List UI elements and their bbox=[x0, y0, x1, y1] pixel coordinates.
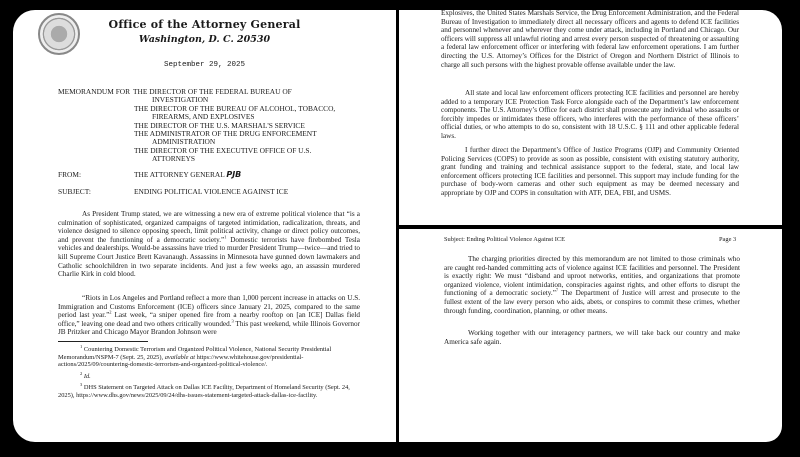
office-address: Washington, D. C. 20530 bbox=[138, 34, 271, 45]
footnote-num: 2 bbox=[80, 370, 83, 376]
signature-initials: PJB bbox=[226, 170, 242, 179]
recipient-5-cont: ATTORNEYS bbox=[152, 154, 195, 163]
memo-page-3 bbox=[399, 229, 782, 442]
footnote-link: https://www.whitehouse.gov/presidential-actions/2025/09/countering-domestic-terrorism-and-organized-political-violence/. bbox=[58, 353, 304, 369]
from-value bbox=[134, 170, 241, 179]
from-label: FROM: bbox=[58, 170, 82, 179]
footnote-2 bbox=[58, 370, 360, 381]
footnote-num: 1 bbox=[80, 343, 83, 349]
subject-value: ENDING POLITICAL VIOLENCE AGAINST ICE bbox=[134, 187, 289, 196]
footnote-num: 3 bbox=[80, 382, 83, 388]
body-paragraph-2 bbox=[58, 294, 360, 337]
footnote-ref: 1 bbox=[224, 234, 227, 240]
memo-for-label: MEMORANDUM FOR bbox=[58, 87, 131, 96]
para2-text-cont: Last week, “a sniper opened fire from a nearby rooftop on [an ICE] Dallas field office,” leaving one dead and two others critically wounded. bbox=[58, 311, 360, 328]
memo-page-2 bbox=[399, 10, 782, 225]
recipient-3: THE DIRECTOR OF THE U.S. MARSHAL'S SERVICE bbox=[134, 121, 305, 130]
running-header-subject: Subject: Ending Political Violence Against ICE bbox=[444, 236, 566, 243]
memo-page-1 bbox=[13, 10, 396, 442]
footnote-ref: 2 bbox=[109, 309, 112, 315]
footnotes bbox=[58, 343, 360, 404]
office-title: Office of the Attorney General bbox=[108, 18, 301, 31]
recipient-2-cont: FIREARMS, AND EXPLOSIVES bbox=[152, 112, 255, 121]
footnote-italic: available at bbox=[164, 353, 196, 361]
recipient-4-cont: ADMINISTRATION bbox=[152, 137, 216, 146]
recipient-1: THE DIRECTOR OF THE FEDERAL BUREAU OF bbox=[133, 87, 292, 96]
p2-paragraph-1 bbox=[441, 10, 739, 69]
para1-text-cont: Domestic terrorists have firebombed Tesla vehicles and dealerships. Would-be assassins have tried to murder President Trump—twice—and tried to kill Supreme Court Justice Brett Kavanaugh. Assassins in Minnesota have gunned down lawmakers and Catholic schoolchildren in two separate incidents. And just a few weeks ago, an assassin murdered Charlie Kirk in cold blood. bbox=[58, 235, 360, 279]
footnote-ref: 7 bbox=[555, 287, 559, 293]
para1-text: As President Trump stated, we are witnessing a new era of extreme political violence that “is a culmination of sophisticated, organized campaigns of targeted intimidation, radicalization, threats, and violence designed to silence opposing speech, limit political activity, change or direct policy outcomes, and prevent the functioning of a democratic society.” bbox=[58, 210, 360, 244]
footnote-text: DHS Statement on Targeted Attack on Dallas ICE Facility, Department of Homeland Security (Sept. 24, 2025), https://www.dhs.gov/news/2025/09/24/dhs-issues-statement-targeted-attack-dallas-ice-facility. bbox=[58, 384, 350, 399]
p2-paragraph-2 bbox=[441, 89, 739, 141]
p2-para2-text: All state and local law enforcement officers protecting ICE facilities and personnel are hereby added to a temporary ICE Protection Task Force alongside each of the Department’s law enforcement components. The U.S. Attorney’s Office for each district shall prosecute any individual who assaults or forcibly impedes or intimidates these officers, who interferes with the performance of these officers’ official duties, or who attempts to do so, consistent with 18 U.S.C. § 111 and other applicable federal laws. bbox=[441, 89, 739, 140]
p2-paragraph-3 bbox=[441, 146, 739, 198]
footnote-italic: Id. bbox=[83, 372, 91, 380]
recipient-1-cont: INVESTIGATION bbox=[152, 95, 209, 104]
recipient-2: THE DIRECTOR OF THE BUREAU OF ALCOHOL, TOBACCO, bbox=[134, 104, 336, 113]
body-paragraph-1 bbox=[58, 210, 360, 279]
subject-label: SUBJECT: bbox=[58, 187, 91, 196]
page-number: Page 3 bbox=[719, 236, 737, 243]
para2-text-end: This past weekend, while Illinois Governor JB Pritzker and Chicago Mayor Brandon Johnson were bbox=[58, 319, 360, 337]
p3-paragraph-2 bbox=[444, 329, 740, 346]
p3-para1-text: The charging priorities directed by this memorandum are not limited to those criminals who are caught red-handed committing acts of violence against ICE facilities and personnel. The President is exactly right: We must “disband and uproot networks, entities, and organizations that promote organized violence, violent intimidation, conspiracies against rights, and other efforts to disrupt the functioning of a democratic society.” bbox=[444, 255, 740, 298]
from-name: THE ATTORNEY GENERAL bbox=[134, 170, 225, 179]
footnote-divider bbox=[58, 341, 148, 342]
recipient-4: THE ADMINISTRATOR OF THE DRUG ENFORCEMENT bbox=[134, 129, 317, 138]
p3-para2-text: Working together with our interagency partners, we will take back our country and make America safe again. bbox=[444, 329, 740, 346]
footnote-ref: 3 bbox=[231, 318, 234, 324]
footnote-1 bbox=[58, 343, 360, 369]
footnote-3 bbox=[58, 384, 360, 399]
recipient-5: THE DIRECTOR OF THE EXECUTIVE OFFICE OF U.S. bbox=[134, 146, 312, 155]
p3-paragraph-1 bbox=[444, 255, 740, 315]
footnote-text: Countering Domestic Terrorism and Organized Political Violence, National Security Presidential Memorandum/NSPM-7 (Sept. 25, 2025), bbox=[58, 346, 332, 361]
p2-para1-text: Explosives, the United States Marshals Service, the Drug Enforcement Administration, and the Federal Bureau of Investigation to immediately direct all necessary officers and agents to defend ICE facilities and personnel whenever and wherever they come under attack, including in Portland and Chicago. Our officers will suppress all unlawful rioting and arrest every person suspected of threatening or assaulting a federal law enforcement officer or interfering with federal law enforcement operations. I am further directing the U.S. Attorney’s Offices for the District of Oregon and Northern District of Illinois to charge all such persons with the highest provable offense available under the law. bbox=[441, 10, 739, 69]
p2-para3-text: I further direct the Department’s Office of Justice Programs (OJP) and Community Oriented Policing Services (COPS) to provide as soon as possible, consistent with existing statutory authority, grant funding and training and technical assistance support to the federal, state, and local law enforcement officers protecting ICE facilities and personnel. This support may include funding for the purchase of body-worn cameras and other such equipment as may be deemed necessary and appropriate by OJP and COPS in consultation with ATF, DEA, FBI, and USMS. bbox=[441, 146, 739, 197]
memo-date: September 29, 2025 bbox=[163, 61, 245, 69]
p3-para1-text-cont: The Department of Justice will arrest and prosecute to the fullest extent of the law every person who aids, abets, or conspires to commit these crimes, whether through funding, coordination, planning, or other means. bbox=[444, 289, 741, 315]
para2-text: “Riots in Los Angeles and Portland reflect a more than 1,000 percent increase in attacks on U.S. Immigration and Customs Enforcement (ICE) officers since January 21, 2025, compared to the same period last year.” bbox=[58, 294, 360, 320]
